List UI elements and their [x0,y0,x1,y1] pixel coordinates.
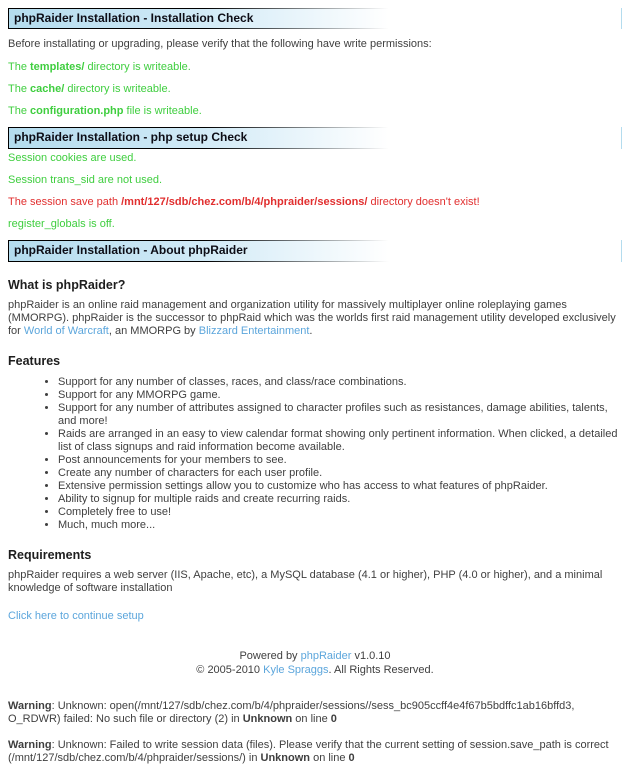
feature-item: • Completely free to use! [58,506,622,519]
warning-line-number: 0 [330,713,337,726]
world-of-warcraft-link[interactable]: World of Warcraft [23,325,109,338]
section-header-about-phpraider: phpRaider Installation - About phpRaider [8,240,622,261]
status-cache-writeable [8,83,622,96]
status-text: The [8,60,31,73]
features-heading: Features [8,354,61,369]
cache-dir-name: cache/ [30,82,65,95]
status-text: directory is writeable. [84,60,191,73]
write-permissions-intro: Before installating or upgrading, please verify that the following have write permissions: [8,38,432,51]
warning-unknown: Unknown [242,713,293,726]
footer-version: v1.0.10 [351,650,391,663]
status-register-globals: register_globals is off. [8,218,115,231]
warning-line-number: 0 [348,751,355,764]
status-session-trans-sid: Session trans_sid are not used. [8,173,163,186]
about-text: . [309,325,313,338]
status-text: directory is writeable. [64,82,171,95]
feature-item: • Much, much more... [58,519,622,532]
kyle-spraggs-link[interactable]: Kyle Spraggs [263,663,329,676]
configuration-file-name: configuration.php [30,104,124,117]
feature-item: • Create any number of characters for each user profile. [58,467,622,480]
powered-by-line [8,650,622,663]
section-header-php-setup-check: phpRaider Installation - php setup Check [8,127,622,148]
php-warning-session-write [8,739,622,765]
status-text: file is writeable. [123,104,202,117]
warning-text: on line [292,713,331,726]
about-paragraph [8,299,622,339]
feature-item: • Support for any number of classes, races, and class/race combinations. [58,376,622,389]
status-text: The [8,82,31,95]
footer [8,650,622,677]
php-warning-session-open [8,700,622,726]
footer-text: . All Rights Reserved. [328,663,434,676]
error-text: The session save path [8,195,122,208]
footer-text: Powered by [239,650,301,663]
status-session-save-path-error [8,196,622,209]
section-header-installation-check: phpRaider Installation - Installation Check [8,8,622,29]
phpraider-link[interactable]: phpRaider [300,650,352,663]
requirements-paragraph: phpRaider requires a web server (IIS, Apache, etc), a MySQL database (4.1 or higher), PHP (4.0 or higher), and a minimal knowledge of software installation [8,568,603,595]
features-list [8,376,622,532]
warning-label: Warning [8,700,52,713]
warning-label: Warning [8,738,52,751]
footer-text: © 2005-2010 [196,663,264,676]
about-text: phpRaider is an online raid management and organization utility for massively multiplayer online roleplaying games (MMORPG). phpRaider is the successor to phpRaid which was the worlds first raid management utility developed exclusively for [8,298,616,338]
status-configuration-writeable [8,105,622,118]
session-save-path: /mnt/127/sdb/chez.com/b/4/phpraider/sessions/ [121,195,368,208]
status-templates-writeable [8,61,622,74]
error-text: directory doesn't exist! [367,195,480,208]
warning-text: on line [310,751,349,764]
feature-item: • Support for any number of attributes assigned to character profiles such as resistances, damage abilities, talents, and more! [58,402,622,428]
copyright-line [8,664,622,677]
feature-item: • Raids are arranged in an easy to view calendar format showing only pertinent information. When clicked, a detailed list of class signups and raid information become available. [58,428,622,454]
what-is-phpraider-heading: What is phpRaider? [8,277,126,292]
continue-setup-link[interactable]: Click here to continue setup [8,610,144,623]
status-session-cookies: Session cookies are used. [8,151,137,164]
feature-item: • Support for any MMORPG game. [58,389,622,402]
feature-item: • Ability to signup for multiple raids and create recurring raids. [58,493,622,506]
about-text: , an MMORPG by [108,325,199,338]
feature-item: • Extensive permission settings allow you to customize who has access to what features of phpRaider. [58,480,622,493]
feature-item: • Post announcements for your members to see. [58,454,622,467]
templates-dir-name: templates/ [30,60,85,73]
warning-unknown: Unknown [260,751,311,764]
blizzard-entertainment-link[interactable]: Blizzard Entertainment [198,325,310,338]
warning-text: : Unknown: open(/mnt/127/sdb/chez.com/b/4/phpraider/sessions//sess_bc905ccff4e4f67b5bdffc1ab16bffd3, O_RDWR) failed: No such file or directory (2) in [8,700,575,726]
status-text: The [8,104,31,117]
requirements-heading: Requirements [8,547,92,562]
warning-text: : Unknown: Failed to write session data (files). Please verify that the current setting of session.save_path is correct (/mnt/127/sdb/chez.com/b/4/phpraider/sessions/) in [8,738,609,764]
